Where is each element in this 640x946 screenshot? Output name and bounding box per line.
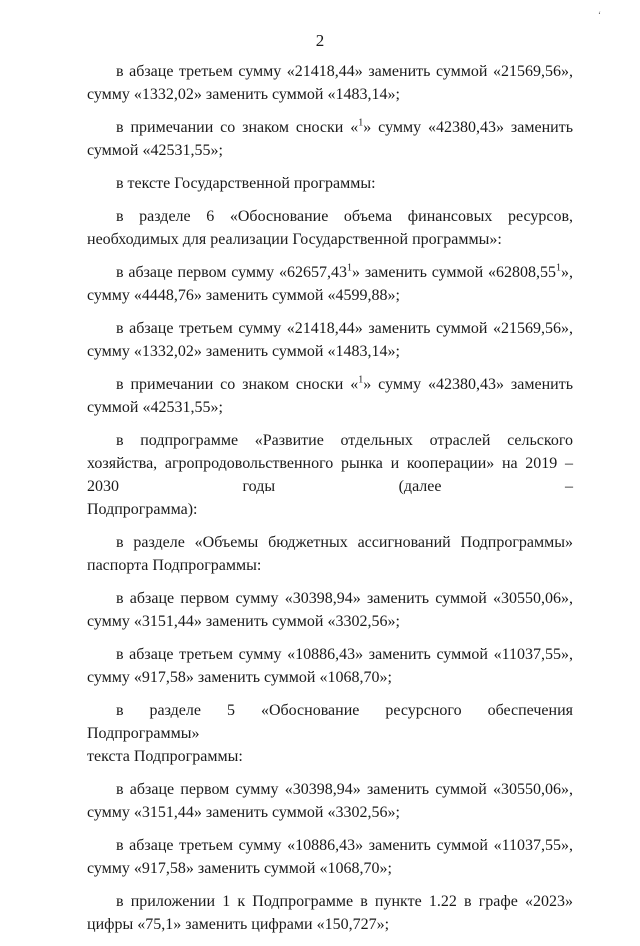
footnote-mark: 1 (347, 262, 352, 274)
scan-mark: ‘ (598, 10, 601, 20)
paragraph: в абзаце третьем сумму «21418,44» заменить суммой «21569,56», сумму «1332,02» заменить суммой «1483,14»; (87, 320, 573, 360)
paragraph: в приложении 1 к Подпрограмме в пункте 1.22 в графе «2023» цифры «75,1» заменить цифрами «150,727»; (87, 893, 573, 933)
paragraph: в примечании со знаком сноски «$^1$» сумму «42380,43» заменить суммой «42531,55»; (87, 117, 573, 159)
footnote-mark: 1 (556, 262, 561, 274)
paragraph: в абзаце третьем сумму «10886,43» заменить суммой «11037,55», сумму «917,58» заменить суммой «1068,70»; (87, 646, 573, 686)
paragraph: в разделе 5 «Обоснование ресурсного обеспечения Подпрограммы» текста Подпрограммы: (87, 702, 573, 765)
footnote-mark: 1 (358, 117, 364, 129)
footnote-mark: 1 (358, 374, 364, 386)
paragraph: в разделе «Объемы бюджетных ассигнований Подпрограммы» паспорта Подпрограммы: (87, 534, 573, 574)
page-number: 2 (315, 31, 325, 50)
paragraph: в абзаце третьем сумму «10886,43» заменить суммой «11037,55», сумму «917,58» заменить суммой «1068,70»; (87, 837, 573, 877)
paragraph: в примечании со знаком сноски «$^1$» сумму «42380,43» заменить суммой «42531,55»; (87, 374, 573, 416)
paragraph: в абзаце первом сумму «30398,94» заменить суммой «30550,06», сумму «3151,44» заменить суммой «3302,56»; (87, 590, 573, 630)
paragraph: в абзаце первом сумму «30398,94» заменить суммой «30550,06», сумму «3151,44» заменить суммой «3302,56»; (87, 781, 573, 821)
paragraph: в тексте Государственной программы: (116, 175, 376, 192)
paragraph: в абзаце первом сумму «62657,43$^1$» заменить суммой «62808,55$^1$», сумму «4448,76» заменить суммой «4599,88»; (87, 262, 573, 304)
paragraph: в абзаце третьем сумму «21418,44» заменить суммой «21569,56», сумму «1332,02» заменить суммой «1483,14»; (87, 63, 573, 103)
document-body (87, 60, 573, 946)
paragraph: в разделе 6 «Обоснование объема финансовых ресурсов, необходимых для реализации Государственной программы»: (87, 208, 573, 248)
paragraph: в подпрограмме «Развитие отдельных отраслей сельского хозяйства, агропродовольственного рынка и кооперации» на 2019 – 2030 годы (далее – Подпрограмма): (87, 432, 574, 518)
